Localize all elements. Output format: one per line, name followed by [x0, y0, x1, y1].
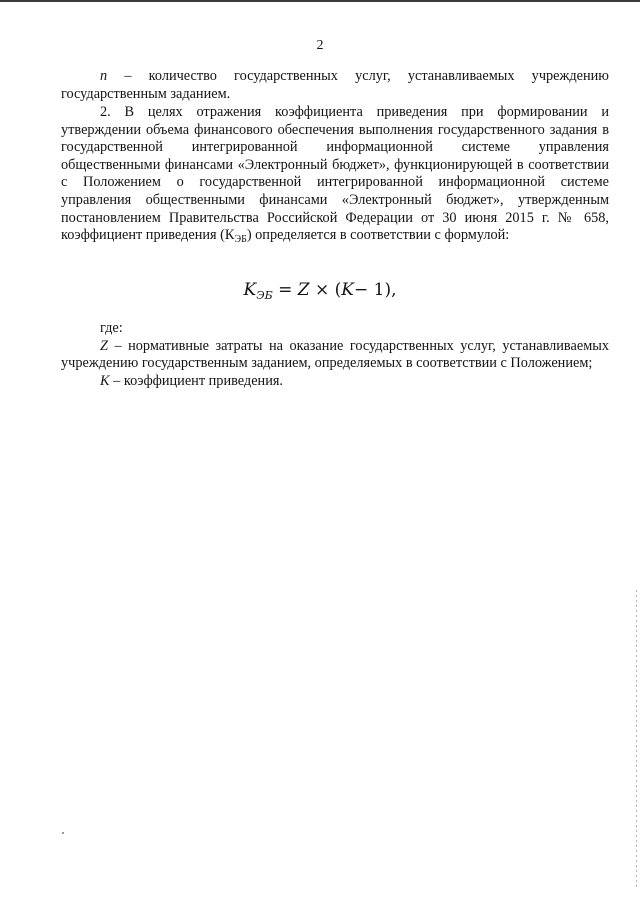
- symbol-z: Z: [100, 337, 108, 354]
- scan-speck: [62, 832, 64, 834]
- formula-times: × (: [309, 280, 342, 300]
- scan-top-edge: [0, 0, 640, 2]
- paragraph-2-text-end: ) определяется в соответствии с формулой:: [246, 227, 510, 244]
- symbol-n: n: [100, 68, 108, 84]
- formula: [0, 280, 640, 302]
- paragraph-2: [61, 104, 609, 249]
- formula-rest: − 1),: [353, 280, 397, 300]
- formula-z: Z: [297, 280, 310, 300]
- formula-equals: =: [272, 280, 298, 300]
- formula-k: K: [341, 280, 354, 300]
- k-subscript: ЭБ: [234, 234, 247, 246]
- formula-lhs: K: [243, 280, 257, 300]
- n-definition-text: – количество государственных услуг, устанавливаемых учреждению государственным заданием.: [61, 68, 609, 102]
- z-definition-text: – нормативные затраты на оказание государственных услуг, устанавливаемых учреждению государственным заданием, определяемых в соответствии с Положением;: [61, 337, 609, 372]
- symbol-k: K: [100, 372, 110, 389]
- formula-lhs-subscript: ЭБ: [256, 289, 273, 302]
- scan-right-edge: [636, 590, 637, 890]
- paragraph-n-definition: [61, 68, 609, 103]
- paragraph-2-text: 2. В целях отражения коэффициента приведения при формировании и утверждении объема финансового обеспечения выполнения государственного задания в государственной интегрированной информационной системе управления общественными финансами «Электронный бюджет», функционирующей в соответствии с Положением о государственной интегрированной информационной системе управления общественными финансами «Электронный бюджет», утвержденным постановлением Правительства Российской Федерации от 30 июня 2015 г. № 658, коэффициент приведения (К: [61, 104, 609, 244]
- page-number: 2: [316, 38, 324, 53]
- where-label: где:: [100, 320, 123, 336]
- where-section: [61, 320, 609, 390]
- k-definition-text: – коэффициент приведения.: [109, 372, 284, 389]
